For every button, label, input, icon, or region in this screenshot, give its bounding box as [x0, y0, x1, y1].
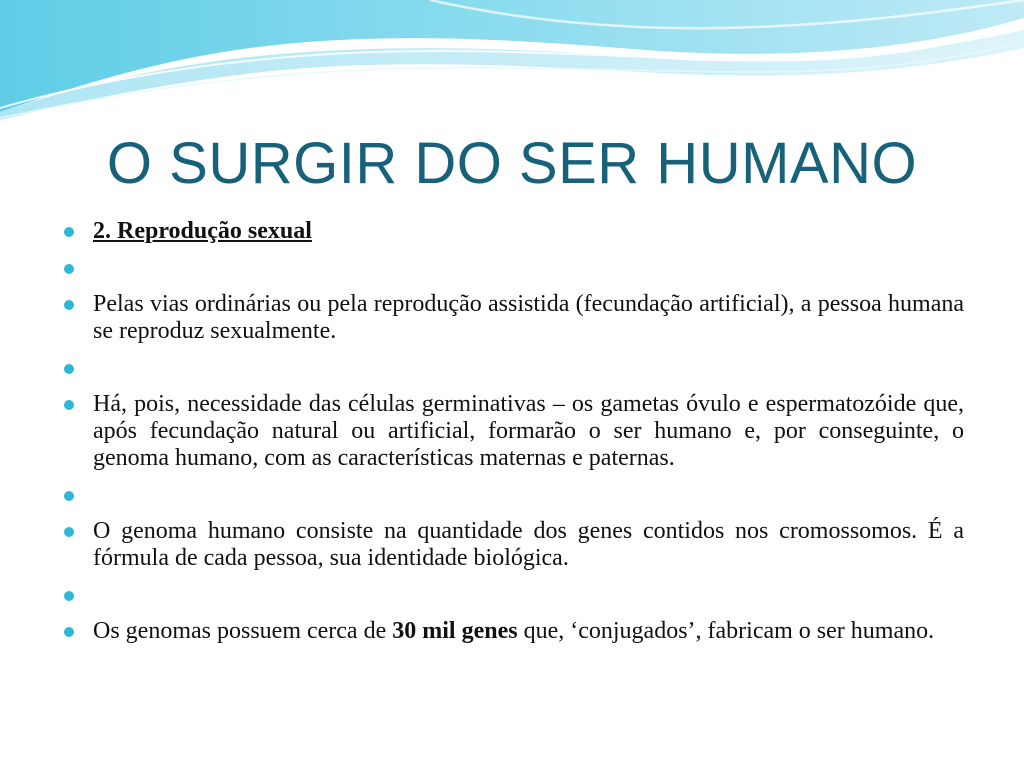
bullet-item-empty	[62, 482, 964, 509]
bullet-item-empty	[62, 355, 964, 382]
bullet-icon	[64, 527, 74, 537]
bullet-item-heading	[62, 218, 964, 245]
bullet-item	[62, 391, 964, 472]
bullet-icon	[64, 227, 74, 237]
bullet-text: O genoma humano consiste na quantidade dos genes contidos nos cromossomos. É a fórmula de cada pessoa, sua identidade biológica.	[93, 518, 964, 571]
bullet-item	[62, 618, 964, 645]
bullet-icon	[64, 364, 74, 374]
bullet-icon	[64, 264, 74, 274]
bullet-icon	[64, 300, 74, 310]
bullet-text: Pelas vias ordinárias ou pela reprodução assistida (fecundação artificial), a pessoa humana se reproduz sexualmente.	[93, 291, 964, 344]
bullet-item-empty	[62, 255, 964, 282]
bullet-text-before: Os genomas possuem cerca de	[93, 618, 393, 644]
slide-title: O SURGIR DO SER HUMANO	[106, 131, 918, 196]
section-heading: 2. Reprodução sexual	[93, 218, 312, 244]
bullet-item	[62, 291, 964, 345]
bullet-icon	[64, 591, 74, 601]
bullet-icon	[64, 491, 74, 501]
bullet-text: Há, pois, necessidade das células germinativas – os gametas óvulo e espermatozóide que, após fecundação natural ou artificial, formarão o ser humano e, por conseguinte, o genoma humano, com as características maternas e paternas.	[93, 391, 964, 471]
bullet-list	[62, 218, 964, 655]
bullet-text-after: que, ‘conjugados’, fabricam o ser humano.	[517, 618, 935, 644]
bullet-icon	[64, 400, 74, 410]
wave-header-decoration	[0, 0, 1024, 130]
bullet-item	[62, 518, 964, 572]
bullet-icon	[64, 627, 74, 637]
bullet-item-empty	[62, 582, 964, 609]
bullet-text-bold: 30 mil genes	[392, 618, 518, 644]
